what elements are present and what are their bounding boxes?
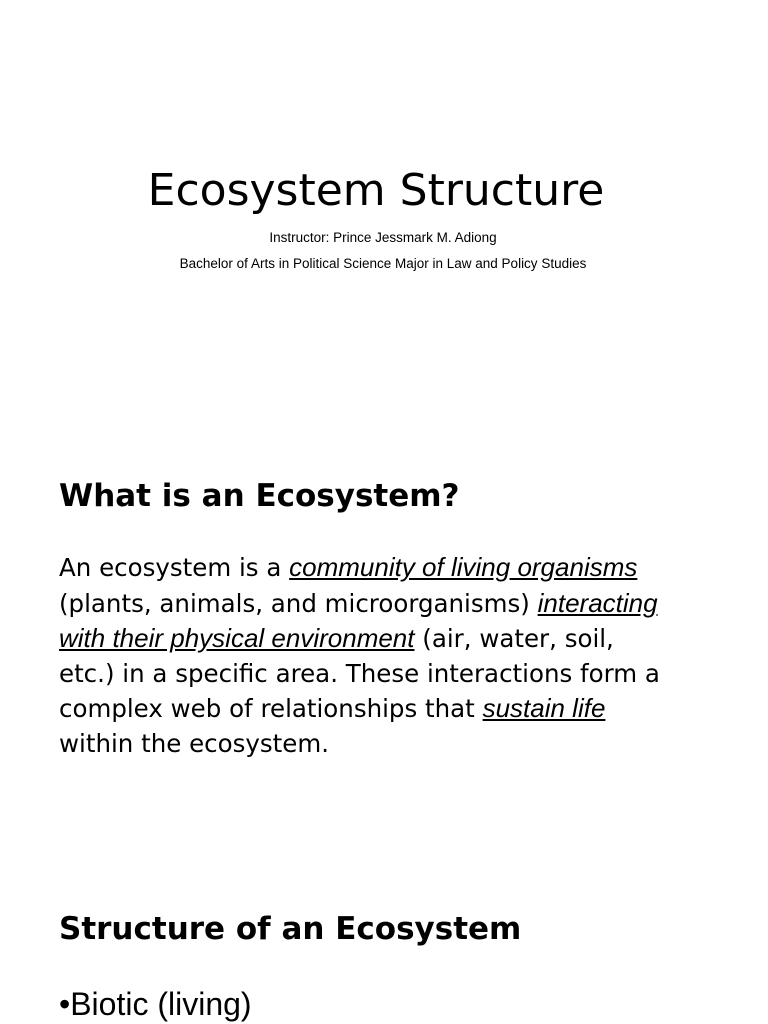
line-text: An ecosystem is a — [59, 553, 290, 582]
bullet-item-biotic: •Biotic (living) — [59, 986, 252, 1022]
emphasis-text: sustain life — [482, 693, 606, 724]
paragraph-line-3 — [59, 621, 709, 657]
emphasis-text: interacting — [537, 587, 658, 618]
line-text: etc.) in a specific area. These interactions form a — [59, 658, 660, 688]
emphasis-text: community of living organisms — [289, 552, 638, 582]
page-title: Ecosystem Structure — [147, 165, 605, 216]
line-text: within the ecosystem. — [59, 728, 329, 758]
paragraph-line-2 — [59, 586, 709, 622]
paragraph-line-4 — [59, 657, 709, 692]
paragraph-line-5 — [59, 691, 709, 727]
definition-paragraph — [59, 550, 709, 762]
instructor-line: Instructor: Prince Jessmark M. Adiong — [269, 230, 497, 245]
section-heading-structure: Structure of an Ecosystem — [59, 911, 522, 947]
emphasis-text: with their physical environment — [59, 623, 415, 654]
section-heading-what-is: What is an Ecosystem? — [59, 478, 460, 514]
paragraph-line-1 — [59, 550, 709, 586]
program-line: Bachelor of Arts in Political Science Major in Law and Policy Studies — [179, 256, 587, 271]
line-text: (air, water, soil, — [414, 624, 614, 654]
paragraph-line-6 — [59, 727, 709, 762]
line-text: (plants, animals, and microorganisms) — [59, 588, 538, 618]
line-text: complex web of relationships that — [59, 694, 483, 724]
